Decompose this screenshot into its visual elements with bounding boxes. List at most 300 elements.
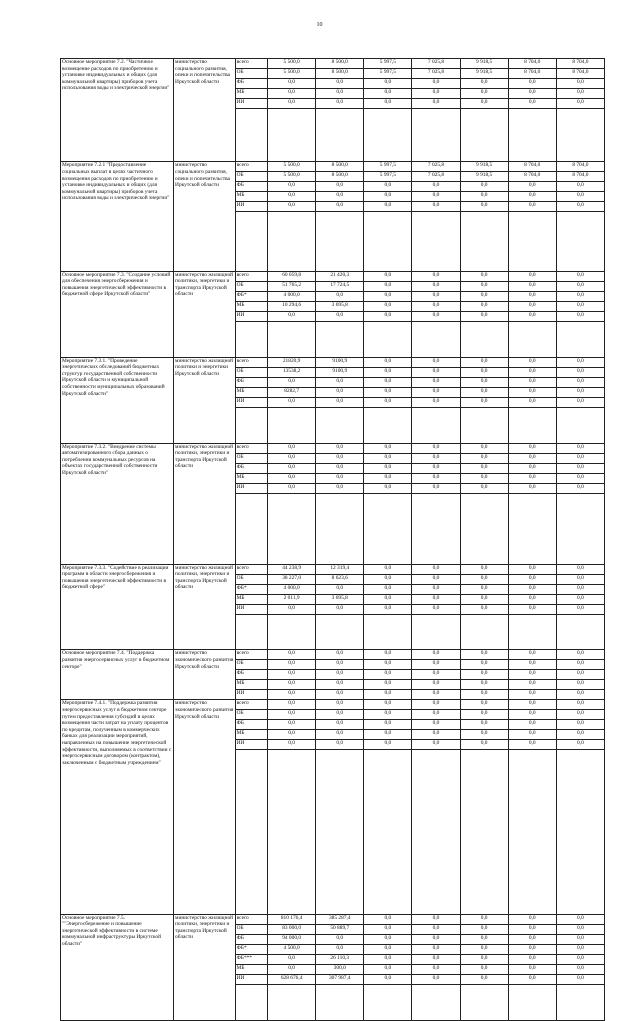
amount-cell: 8282,7 <box>268 387 316 397</box>
empty-cell <box>412 984 460 1020</box>
amount-cell: 0,0 <box>460 740 508 750</box>
empty-cell <box>364 212 412 271</box>
responsible-org: министерство жилищной политики, энергетики и транспорта Иркутской области <box>174 271 236 357</box>
amount-cell: 0,0 <box>556 660 604 670</box>
amount-cell: 0,0 <box>412 584 460 594</box>
empty-cell <box>460 212 508 271</box>
amount-cell: 0,0 <box>460 271 508 281</box>
amount-cell: 0,0 <box>412 914 460 924</box>
amount-cell: 0,0 <box>556 650 604 660</box>
amount-cell: 5 997,5 <box>364 59 412 69</box>
amount-cell: 44 238,9 <box>268 564 316 574</box>
funding-source: МБ <box>235 594 267 604</box>
amount-cell: 0,0 <box>412 934 460 944</box>
amount-cell: 0,0 <box>460 650 508 660</box>
amount-cell: 0,0 <box>460 483 508 493</box>
amount-cell: 0,0 <box>556 730 604 740</box>
amount-cell: 0,0 <box>508 680 556 690</box>
amount-cell: 0,0 <box>316 192 364 202</box>
amount-cell: 8 704,0 <box>508 172 556 182</box>
amount-cell: 0,0 <box>316 202 364 212</box>
empty-cell <box>460 750 508 914</box>
amount-cell: 0,0 <box>460 730 508 740</box>
amount-cell: 0,0 <box>412 291 460 301</box>
amount-cell: 0,0 <box>316 387 364 397</box>
amount-cell: 0,0 <box>460 944 508 954</box>
amount-cell: 0,0 <box>364 483 412 493</box>
amount-cell: 0,0 <box>412 964 460 974</box>
amount-cell: 0,0 <box>556 453 604 463</box>
table-row <box>61 700 605 710</box>
amount-cell: 0,0 <box>556 79 604 89</box>
amount-cell: 0,0 <box>412 564 460 574</box>
funding-source: ОБ <box>235 710 267 720</box>
amount-cell: 7 025,8 <box>412 69 460 79</box>
amount-cell: 0,0 <box>508 367 556 377</box>
amount-cell: 0,0 <box>556 473 604 483</box>
amount-cell: 0,0 <box>412 954 460 964</box>
amount-cell: 0,0 <box>412 974 460 984</box>
empty-cell <box>316 750 364 914</box>
table-row <box>61 271 605 281</box>
funding-source: МБ <box>235 192 267 202</box>
amount-cell: 0,0 <box>556 271 604 281</box>
amount-cell: 0,0 <box>508 720 556 730</box>
amount-cell: 0,0 <box>556 700 604 710</box>
amount-cell: 0,0 <box>508 271 556 281</box>
amount-cell: 0,0 <box>508 650 556 660</box>
amount-cell: 0,0 <box>316 730 364 740</box>
funding-source: всего <box>235 650 267 660</box>
amount-cell: 9100,9 <box>316 367 364 377</box>
amount-cell: 0,0 <box>508 463 556 473</box>
amount-cell: 0,0 <box>508 377 556 387</box>
amount-cell: 300,0 <box>316 964 364 974</box>
amount-cell: 0,0 <box>460 387 508 397</box>
amount-cell: 0,0 <box>268 710 316 720</box>
funding-source: ФБ <box>235 377 267 387</box>
amount-cell: 0,0 <box>508 99 556 109</box>
empty-cell <box>364 321 412 357</box>
amount-cell: 8 500,0 <box>316 59 364 69</box>
activity-name: Основное мероприятие 7.5. ""Энергосбережение и повышение энергетической эффективности в системе коммунальной инфраструктуры Иркутской области" <box>61 914 174 1020</box>
amount-cell: 0,0 <box>316 604 364 614</box>
empty-cell <box>268 321 316 357</box>
amount-cell: 0,0 <box>412 483 460 493</box>
budget-table-body <box>61 59 605 1021</box>
amount-cell: 0,0 <box>460 202 508 212</box>
amount-cell: 0,0 <box>268 954 316 964</box>
amount-cell: 0,0 <box>364 291 412 301</box>
amount-cell: 0,0 <box>316 291 364 301</box>
funding-source: ОБ <box>235 453 267 463</box>
empty-cell <box>235 321 267 357</box>
empty-cell <box>508 984 556 1020</box>
amount-cell: 0,0 <box>460 660 508 670</box>
amount-cell: 0,0 <box>316 670 364 680</box>
responsible-org: министерство социального развития, опеки и попечительства Иркутской области <box>174 162 236 271</box>
amount-cell: 0,0 <box>508 473 556 483</box>
amount-cell: 0,0 <box>556 914 604 924</box>
amount-cell: 0,0 <box>508 311 556 321</box>
amount-cell: 0,0 <box>556 377 604 387</box>
amount-cell: 0,0 <box>508 182 556 192</box>
amount-cell: 4 500,0 <box>268 944 316 954</box>
amount-cell: 0,0 <box>412 453 460 463</box>
amount-cell: 0,0 <box>460 914 508 924</box>
amount-cell: 0,0 <box>556 357 604 367</box>
amount-cell: 0,0 <box>412 463 460 473</box>
funding-source: ИИ <box>235 397 267 407</box>
amount-cell: 0,0 <box>412 924 460 934</box>
funding-source: всего <box>235 162 267 172</box>
amount-cell: 38 227,0 <box>268 574 316 584</box>
amount-cell: 0,0 <box>460 710 508 720</box>
amount-cell: 21 420,3 <box>316 271 364 281</box>
empty-cell <box>235 109 267 162</box>
amount-cell: 0,0 <box>508 281 556 291</box>
amount-cell: 0,0 <box>268 311 316 321</box>
amount-cell: 17 724,5 <box>316 281 364 291</box>
amount-cell: 0,0 <box>364 964 412 974</box>
amount-cell: 0,0 <box>268 443 316 453</box>
amount-cell: 0,0 <box>460 377 508 387</box>
amount-cell: 4 000,0 <box>268 584 316 594</box>
empty-cell <box>412 614 460 650</box>
amount-cell: 0,0 <box>412 301 460 311</box>
empty-cell <box>508 750 556 914</box>
amount-cell: 0,0 <box>268 99 316 109</box>
amount-cell: 0,0 <box>508 584 556 594</box>
amount-cell: 0,0 <box>268 182 316 192</box>
amount-cell: 0,0 <box>364 367 412 377</box>
amount-cell: 7 025,8 <box>412 162 460 172</box>
amount-cell: 307 987,4 <box>316 974 364 984</box>
amount-cell: 0,0 <box>412 473 460 483</box>
amount-cell: 0,0 <box>316 443 364 453</box>
empty-cell <box>412 212 460 271</box>
amount-cell: 0,0 <box>460 443 508 453</box>
amount-cell: 810 176,4 <box>268 914 316 924</box>
empty-cell <box>235 750 267 914</box>
amount-cell: 0,0 <box>508 301 556 311</box>
amount-cell: 0,0 <box>268 604 316 614</box>
empty-cell <box>556 750 604 914</box>
funding-source: МБ <box>235 730 267 740</box>
amount-cell: 5 997,5 <box>364 172 412 182</box>
amount-cell: 0,0 <box>268 730 316 740</box>
empty-cell <box>235 493 267 564</box>
empty-cell <box>412 321 460 357</box>
amount-cell: 0,0 <box>268 89 316 99</box>
amount-cell: 0,0 <box>556 954 604 964</box>
amount-cell: 0,0 <box>508 670 556 680</box>
amount-cell: 10 294,6 <box>268 301 316 311</box>
amount-cell: 0,0 <box>364 281 412 291</box>
empty-cell <box>508 493 556 564</box>
amount-cell: 0,0 <box>412 660 460 670</box>
activity-name: Мероприятие 7.2.1 "Предоставление социальных выплат в целях частичного возмещения расходов по приобретению и установке индивидуальных и общих (для коммунальной квартиры) приборов учета использования воды и электрической энергии" <box>61 162 174 271</box>
amount-cell: 4 000,0 <box>268 291 316 301</box>
amount-cell: 0,0 <box>364 182 412 192</box>
amount-cell: 0,0 <box>316 944 364 954</box>
amount-cell: 0,0 <box>460 281 508 291</box>
amount-cell: 0,0 <box>316 377 364 387</box>
amount-cell: 0,0 <box>508 397 556 407</box>
amount-cell: 0,0 <box>316 397 364 407</box>
amount-cell: 0,0 <box>268 453 316 463</box>
amount-cell: 0,0 <box>460 463 508 473</box>
table-row <box>61 650 605 660</box>
empty-cell <box>316 109 364 162</box>
empty-cell <box>268 984 316 1020</box>
amount-cell: 0,0 <box>316 680 364 690</box>
amount-cell: 0,0 <box>556 89 604 99</box>
empty-cell <box>508 321 556 357</box>
amount-cell: 0,0 <box>364 89 412 99</box>
amount-cell: 0,0 <box>364 311 412 321</box>
amount-cell: 0,0 <box>268 463 316 473</box>
amount-cell: 0,0 <box>460 453 508 463</box>
empty-cell <box>508 212 556 271</box>
amount-cell: 0,0 <box>412 690 460 700</box>
funding-source: ИИ <box>235 690 267 700</box>
funding-source: ИИ <box>235 311 267 321</box>
amount-cell: 0,0 <box>364 934 412 944</box>
amount-cell: 0,0 <box>556 397 604 407</box>
amount-cell: 0,0 <box>412 192 460 202</box>
responsible-org: министерство жилищной политики, энергетики и транспорта Иркутской области <box>174 914 236 1020</box>
page-number: 10 <box>316 22 323 28</box>
amount-cell: 9 918,5 <box>460 69 508 79</box>
empty-cell <box>460 407 508 443</box>
amount-cell: 0,0 <box>556 690 604 700</box>
amount-cell: 0,0 <box>556 604 604 614</box>
amount-cell: 0,0 <box>460 397 508 407</box>
empty-cell <box>508 109 556 162</box>
table-row <box>61 564 605 574</box>
amount-cell: 0,0 <box>508 710 556 720</box>
amount-cell: 0,0 <box>412 99 460 109</box>
funding-source: МБ <box>235 680 267 690</box>
table-row <box>61 914 605 924</box>
funding-source: всего <box>235 914 267 924</box>
amount-cell: 21820,9 <box>268 357 316 367</box>
amount-cell: 8 500,0 <box>316 162 364 172</box>
amount-cell: 0,0 <box>508 954 556 964</box>
amount-cell: 0,0 <box>556 483 604 493</box>
amount-cell: 0,0 <box>364 974 412 984</box>
funding-source: всего <box>235 357 267 367</box>
amount-cell: 0,0 <box>556 182 604 192</box>
amount-cell: 0,0 <box>412 944 460 954</box>
empty-cell <box>364 984 412 1020</box>
funding-source: ФБ* <box>235 584 267 594</box>
amount-cell: 0,0 <box>460 720 508 730</box>
amount-cell: 9 918,5 <box>460 59 508 69</box>
amount-cell: 0,0 <box>460 574 508 584</box>
amount-cell: 0,0 <box>556 574 604 584</box>
amount-cell: 0,0 <box>460 99 508 109</box>
amount-cell: 0,0 <box>460 473 508 483</box>
funding-source: ОБ <box>235 281 267 291</box>
amount-cell: 0,0 <box>412 387 460 397</box>
empty-cell <box>556 614 604 650</box>
amount-cell: 0,0 <box>556 192 604 202</box>
amount-cell: 0,0 <box>508 604 556 614</box>
amount-cell: 0,0 <box>412 730 460 740</box>
amount-cell: 0,0 <box>364 670 412 680</box>
amount-cell: 0,0 <box>268 202 316 212</box>
funding-source: МБ <box>235 301 267 311</box>
amount-cell: 0,0 <box>412 397 460 407</box>
amount-cell: 0,0 <box>316 700 364 710</box>
amount-cell: 0,0 <box>460 89 508 99</box>
amount-cell: 0,0 <box>364 453 412 463</box>
amount-cell: 0,0 <box>268 473 316 483</box>
amount-cell: 13538,2 <box>268 367 316 377</box>
amount-cell: 8 704,0 <box>508 162 556 172</box>
table-row <box>61 162 605 172</box>
empty-cell <box>268 407 316 443</box>
amount-cell: 0,0 <box>508 89 556 99</box>
amount-cell: 0,0 <box>556 281 604 291</box>
amount-cell: 0,0 <box>364 680 412 690</box>
amount-cell: 0,0 <box>364 357 412 367</box>
empty-cell <box>508 407 556 443</box>
amount-cell: 0,0 <box>556 974 604 984</box>
amount-cell: 0,0 <box>268 690 316 700</box>
empty-cell <box>268 493 316 564</box>
amount-cell: 0,0 <box>364 463 412 473</box>
funding-source: МБ <box>235 964 267 974</box>
empty-cell <box>235 407 267 443</box>
amount-cell: 0,0 <box>364 604 412 614</box>
funding-source: всего <box>235 700 267 710</box>
amount-cell: 0,0 <box>460 924 508 934</box>
amount-cell: 0,0 <box>412 740 460 750</box>
amount-cell: 0,0 <box>508 387 556 397</box>
funding-source: ФБ <box>235 79 267 89</box>
amount-cell: 0,0 <box>556 443 604 453</box>
amount-cell: 0,0 <box>556 710 604 720</box>
amount-cell: 0,0 <box>364 710 412 720</box>
amount-cell: 0,0 <box>412 281 460 291</box>
amount-cell: 0,0 <box>316 311 364 321</box>
amount-cell: 0,0 <box>316 650 364 660</box>
amount-cell: 0,0 <box>412 680 460 690</box>
amount-cell: 0,0 <box>316 720 364 730</box>
amount-cell: 0,0 <box>316 660 364 670</box>
amount-cell: 0,0 <box>268 660 316 670</box>
amount-cell: 0,0 <box>412 604 460 614</box>
empty-cell <box>460 321 508 357</box>
amount-cell: 0,0 <box>556 387 604 397</box>
amount-cell: 0,0 <box>508 79 556 89</box>
empty-cell <box>412 750 460 914</box>
empty-cell <box>316 407 364 443</box>
amount-cell: 0,0 <box>412 700 460 710</box>
responsible-org: министерство жилищной политики, энергетики и транспорта Иркутской области <box>174 564 236 650</box>
amount-cell: 0,0 <box>268 964 316 974</box>
amount-cell: 0,0 <box>268 650 316 660</box>
funding-source: ФБ <box>235 934 267 944</box>
amount-cell: 0,0 <box>460 670 508 680</box>
amount-cell: 0,0 <box>460 700 508 710</box>
amount-cell: 2 011,9 <box>268 594 316 604</box>
amount-cell: 0,0 <box>556 680 604 690</box>
funding-source: МБ <box>235 89 267 99</box>
amount-cell: 0,0 <box>556 944 604 954</box>
funding-source: ФБ* <box>235 944 267 954</box>
amount-cell: 8 623,6 <box>316 574 364 584</box>
empty-cell <box>364 614 412 650</box>
budget-table <box>60 58 605 1021</box>
empty-cell <box>460 614 508 650</box>
funding-source: ИИ <box>235 99 267 109</box>
activity-name: Мероприятие 7.3.3. "Содействие в реализации программ в области энергосбережения и повышения энергетической эффективности в бюджетной сфере" <box>61 564 174 650</box>
amount-cell: 0,0 <box>364 564 412 574</box>
amount-cell: 5 500,0 <box>268 172 316 182</box>
empty-cell <box>235 984 267 1020</box>
amount-cell: 0,0 <box>412 79 460 89</box>
amount-cell: 0,0 <box>268 192 316 202</box>
empty-cell <box>235 614 267 650</box>
amount-cell: 0,0 <box>268 670 316 680</box>
amount-cell: 5 997,5 <box>364 162 412 172</box>
funding-source: МБ <box>235 473 267 483</box>
amount-cell: 0,0 <box>508 357 556 367</box>
empty-cell <box>268 614 316 650</box>
empty-cell <box>364 493 412 564</box>
empty-cell <box>316 614 364 650</box>
amount-cell: 0,0 <box>364 660 412 670</box>
amount-cell: 0,0 <box>508 660 556 670</box>
amount-cell: 0,0 <box>508 574 556 584</box>
amount-cell: 0,0 <box>460 584 508 594</box>
amount-cell: 0,0 <box>556 670 604 680</box>
amount-cell: 0,0 <box>316 89 364 99</box>
amount-cell: 0,0 <box>460 690 508 700</box>
empty-cell <box>460 984 508 1020</box>
amount-cell: 0,0 <box>556 720 604 730</box>
amount-cell: 0,0 <box>364 954 412 964</box>
amount-cell: 0,0 <box>556 934 604 944</box>
amount-cell: 0,0 <box>364 79 412 89</box>
amount-cell: 0,0 <box>460 367 508 377</box>
amount-cell: 8 704,0 <box>508 59 556 69</box>
amount-cell: 0,0 <box>268 720 316 730</box>
amount-cell: 0,0 <box>364 914 412 924</box>
amount-cell: 0,0 <box>460 680 508 690</box>
amount-cell: 0,0 <box>412 720 460 730</box>
amount-cell: 9100,9 <box>316 357 364 367</box>
activity-name: Основное мероприятие 7.2. "Частичное возмещение расходов по приобретению и установке индивидуальных и общих (для коммунальной квартиры) приборов учета использования воды и электрической энергии" <box>61 59 174 162</box>
funding-source: всего <box>235 443 267 453</box>
funding-source: всего <box>235 271 267 281</box>
empty-cell <box>268 750 316 914</box>
amount-cell: 0,0 <box>556 99 604 109</box>
activity-name: Мероприятие 7.3.1. "Проведение энергетических обследований бюджетных структур государственной собственности Иркутской области и муниципальной собственности муниципальных образований Иркутской области" <box>61 357 174 443</box>
amount-cell: 0,0 <box>412 202 460 212</box>
amount-cell: 0,0 <box>268 377 316 387</box>
amount-cell: 0,0 <box>412 650 460 660</box>
empty-cell <box>364 109 412 162</box>
funding-source: ФБ <box>235 720 267 730</box>
empty-cell <box>364 407 412 443</box>
empty-cell <box>268 109 316 162</box>
amount-cell: 0,0 <box>364 650 412 660</box>
